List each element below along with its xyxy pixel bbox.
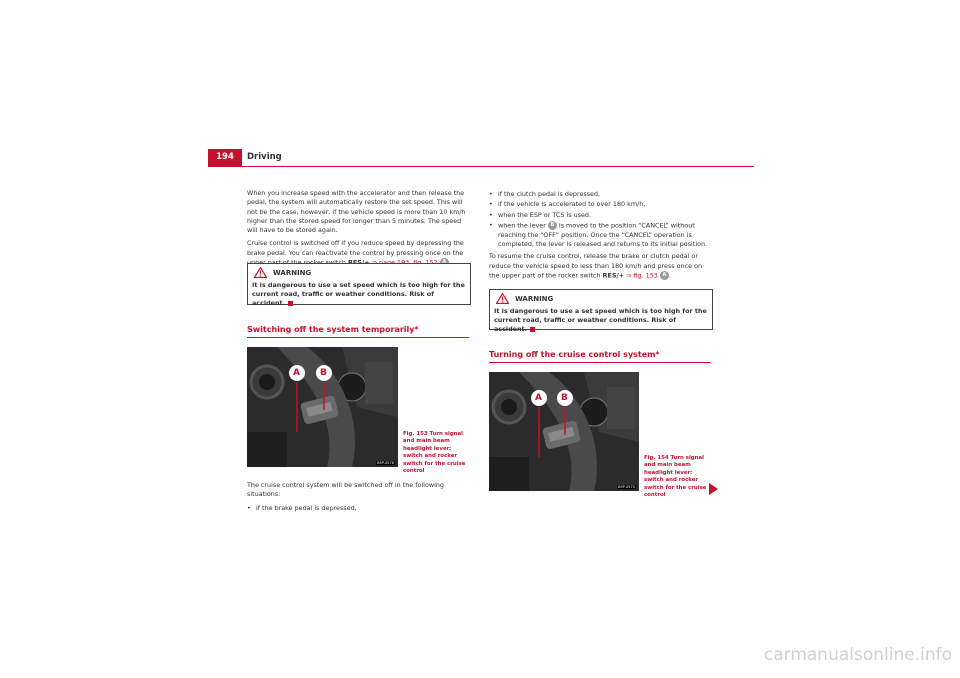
- header-rule: [208, 166, 754, 167]
- steering-lever-illustration: [489, 372, 639, 491]
- end-square-icon: [530, 327, 535, 332]
- warning-icon: [254, 267, 267, 278]
- heading-rule: [247, 337, 469, 338]
- warning-box: [247, 263, 471, 305]
- marker-b: B: [548, 221, 557, 230]
- heading-turn-off-cruise: Turning off the cruise control system*: [489, 350, 660, 359]
- photo-code: B5P-0570: [618, 485, 635, 489]
- callout-a: A: [293, 368, 300, 378]
- left-bottom-text: [247, 481, 469, 516]
- left-text: [247, 189, 469, 272]
- warning-text: It is dangerous to use a set speed which is too high for the current road, traffic or weather conditions. Risk of accident.: [252, 281, 465, 307]
- end-square-icon: [288, 301, 293, 306]
- figure-154-photo: [489, 372, 639, 491]
- figure-153-caption: Fig. 153 Turn signal and main beam headlight lever: switch and rocker switch for the cruise control: [403, 431, 466, 475]
- next-page-arrow-icon[interactable]: [709, 483, 718, 495]
- callout-b: B: [320, 368, 327, 378]
- callout-a: A: [535, 393, 542, 403]
- warning-text: It is dangerous to use a set speed which is too high for the current road, traffic or weather conditions. Risk of accident.: [494, 307, 707, 333]
- right-text: [489, 190, 711, 285]
- list-item-lever: • when the lever B is moved to the position “CANCEL” without reaching the “OFF” position. Once the “CANCEL” operation is completed, the lever is released and returns to its initial position.: [489, 221, 711, 249]
- warning-box: [489, 289, 713, 333]
- para-resume: To resume the cruise control, release the brake or clutch pedal or reduce the vehicle speed to less than 180 km/h and press once on the upper part of the rocker switch RES/+ ⇒ fig. 153 A .: [489, 252, 703, 280]
- list-item: • when the ESP or TCS is used.: [489, 211, 711, 220]
- section-title: Driving: [247, 152, 282, 162]
- heading-rule: [489, 362, 711, 363]
- watermark: carmanualsonline.info: [763, 645, 952, 665]
- list-item: • if the clutch pedal is depressed,: [489, 190, 711, 199]
- heading-switch-off-temporarily: Switching off the system temporarily*: [247, 325, 419, 334]
- marker-a: A: [660, 271, 669, 280]
- callout-b: B: [561, 393, 568, 403]
- photo-code: B5P-0576: [377, 461, 394, 465]
- warning-icon: [496, 293, 509, 304]
- warning-title: WARNING: [515, 294, 554, 303]
- para-switched-off-situations: The cruise control system will be switched off in the following situations:: [247, 481, 444, 499]
- para-speed-restore: When you increase speed with the accelerator and then release the pedal, the system will automatically restore the set speed. This will not be the case, however, if the vehicle speed is more than 10 km/h higher than the stored speed for longer than 5 minutes. The speed will have to be stored again.: [247, 189, 466, 235]
- figure-153-photo: [247, 347, 398, 467]
- warning-title: WARNING: [273, 268, 312, 277]
- para-brake-off: Cruise control is switched off if you reduce speed by depressing the brake pedal. You can reactivate the control by pressing once on the: [247, 239, 469, 267]
- steering-lever-illustration: [247, 347, 398, 467]
- figure-154-caption: Fig. 154 Turn signal and main beam headlight lever: switch and rocker switch for the cruise control: [644, 455, 707, 499]
- page-number: 194: [208, 149, 242, 166]
- figure-ref-link[interactable]: ⇒ fig. 153: [624, 271, 660, 280]
- list-item: • if the brake pedal is depressed,: [247, 504, 469, 513]
- list-item: • if the vehicle is accelerated to over 180 km/h,: [489, 200, 711, 209]
